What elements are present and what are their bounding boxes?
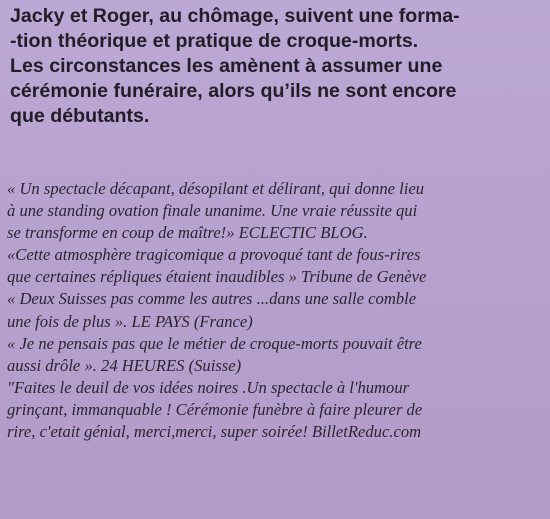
review-line: que certaines répliques étaient inaudibles » Tribune de Genève (7, 267, 427, 287)
review-line: "Faites le deuil de vos idées noires .Un spectacle à l'humour (7, 377, 410, 397)
review-line: rire, c'etait génial, merci,merci, super soirée! BilletReduc.com (7, 422, 422, 442)
review-line: «Cette atmosphère tragicomique a provoqué tant de fous-rires (7, 245, 421, 265)
review-line: aussi drôle ». 24 HEURES (Suisse) (7, 355, 242, 375)
review-line: « Deux Suisses pas comme les autres ...dans une salle comble (7, 289, 417, 309)
synopsis-line: Jacky et Roger, au chômage, suivent une forma- (10, 5, 460, 27)
review-line: se transforme en coup de maître!» ECLECTIC BLOG. (7, 223, 368, 243)
review-line: « Je ne pensais pas que le métier de croque-morts pouvait être (7, 333, 422, 353)
review-line: une fois de plus ». LE PAYS (France) (7, 311, 253, 331)
synopsis-line: -tion théorique et pratique de croque-morts. (10, 30, 419, 52)
review-line: « Un spectacle décapant, désopilant et délirant, qui donne lieu (7, 179, 425, 198)
synopsis-line: que débutants. (10, 105, 150, 127)
review-line: grinçant, immanquable ! Cérémonie funèbre à faire pleurer de (7, 399, 423, 419)
review-line: à une standing ovation finale unanime. Une vraie réussite qui (7, 201, 418, 221)
synopsis-line: cérémonie funéraire, alors qu’ils ne sont encore (10, 80, 457, 102)
synopsis-line: Les circonstances les amènent à assumer une (10, 55, 443, 77)
synopsis-paragraph (10, 4, 542, 129)
press-reviews (7, 178, 547, 443)
